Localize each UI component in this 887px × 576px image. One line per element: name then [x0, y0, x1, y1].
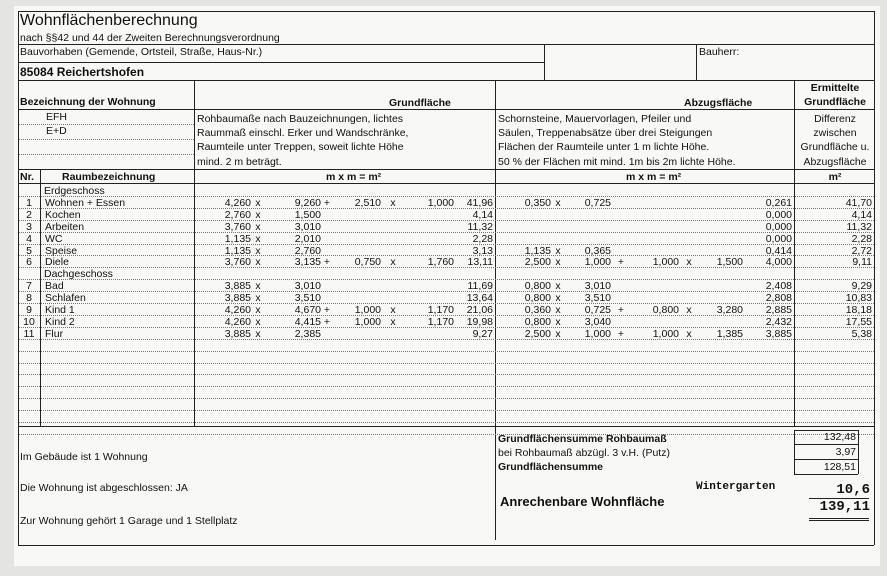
gf-term: x — [255, 244, 261, 257]
gf-term: 3,010 — [294, 280, 321, 293]
gf-term: + — [323, 256, 331, 269]
gf-term: x — [255, 315, 261, 328]
net-area: 5,38 — [851, 327, 872, 340]
gf-term: 4,260 — [224, 196, 251, 209]
gf-term: 3,135 — [294, 256, 321, 269]
ab-term: x — [555, 327, 561, 340]
ab-total: 2,808 — [765, 292, 792, 305]
gf-term: x — [255, 232, 261, 245]
ab-desc-3: Flächen der Raumteile unter 1 m lichte Höhe. — [498, 141, 710, 153]
sum-label-total: Grundflächensumme — [498, 461, 604, 473]
ab-term: 3,040 — [584, 315, 611, 328]
gf-desc-4: mind. 2 m beträgt. — [197, 156, 282, 168]
gf-term: x — [390, 304, 396, 316]
gf-desc-2: Raummaß einschl. Erker und Wandschränke, — [197, 127, 409, 139]
ab-term: x — [555, 244, 561, 257]
ab-total: 0,000 — [765, 220, 792, 233]
ab-term: + — [617, 256, 625, 269]
gf-total: 13,11 — [467, 256, 493, 269]
project-label: Bauvorhaben (Gemende, Ortsteil, Straße, Haus-Nr.) — [20, 46, 263, 58]
ab-total: 0,000 — [765, 232, 792, 245]
gf-term: 3,885 — [224, 327, 251, 340]
ab-term: x — [555, 196, 561, 209]
net-area: 9,11 — [852, 256, 872, 269]
gf-term: 3,760 — [224, 220, 251, 233]
gf-term: x — [255, 220, 261, 233]
net-area: 10,83 — [845, 292, 872, 305]
gf-total: 4,14 — [472, 208, 493, 221]
ab-term: + — [617, 327, 625, 340]
document-title: Wohnflächenberechnung — [20, 12, 198, 29]
ab-term: x — [555, 256, 561, 269]
gf-term: 4,670 — [294, 304, 321, 316]
gf-total: 3,13 — [472, 244, 493, 257]
column-abzugsflaeche: Abzugsfläche — [684, 97, 753, 109]
gf-term: 1,135 — [224, 232, 251, 245]
row-nr: 11 — [23, 327, 35, 340]
wintergarten-label: Wintergarten — [696, 481, 776, 493]
row-nr: 1 — [26, 196, 32, 209]
ab-term: 2,500 — [524, 327, 551, 340]
section-label: Dachgeschoss — [44, 268, 113, 281]
column-nr: Nr. — [20, 171, 35, 183]
net-area: 2,28 — [851, 232, 872, 245]
gf-term: 2,760 — [294, 244, 321, 257]
ab-total: 2,408 — [765, 280, 792, 293]
column-raum: Raumbezeichnung — [62, 171, 156, 183]
gf-term: x — [390, 196, 396, 209]
ab-total: 2,885 — [765, 304, 792, 316]
column-grundflaeche: Grundfläche — [389, 97, 451, 109]
gf-total: 19,98 — [466, 315, 493, 328]
ab-term: 1,000 — [584, 327, 611, 340]
ab-desc-2: Säulen, Treppenabsätze über drei Steigungen — [498, 127, 713, 139]
gf-term: 1,170 — [427, 304, 454, 316]
gf-term: 3,510 — [294, 292, 321, 305]
ab-term: 1,500 — [716, 256, 743, 269]
gf-term: 4,260 — [224, 304, 251, 316]
ab-term: 0,360 — [524, 304, 551, 316]
gf-total: 11,69 — [467, 280, 493, 293]
row-nr: 3 — [26, 220, 32, 233]
gf-total: 41,96 — [466, 196, 493, 209]
ab-term: + — [617, 304, 625, 316]
ab-total: 3,885 — [765, 327, 792, 340]
row-name: Kind 2 — [45, 315, 75, 328]
gf-term: 1,000 — [354, 315, 381, 328]
ab-total: 0,414 — [765, 244, 792, 257]
ab-term: 0,800 — [524, 315, 551, 328]
ab-total: 4,000 — [765, 256, 792, 269]
column-bezeichnung: Bezeichnung der Wohnung — [20, 96, 156, 108]
gf-total: 11,32 — [467, 220, 493, 233]
diff-desc-3: Grundfläche u. — [800, 141, 870, 153]
row-nr: 6 — [26, 256, 32, 269]
ab-term: x — [686, 256, 692, 269]
row-nr: 7 — [26, 280, 32, 293]
gf-term: x — [255, 196, 261, 209]
row-name: Speise — [45, 244, 78, 257]
net-area: 11,32 — [846, 220, 872, 233]
info-garage: Zur Wohnung gehört 1 Garage und 1 Stellplatz — [20, 515, 238, 527]
ab-term: 0,725 — [584, 196, 611, 209]
net-area: 17,55 — [845, 315, 872, 328]
row-nr: 9 — [26, 304, 32, 316]
net-area: 41,70 — [845, 196, 872, 209]
document-subtitle: nach §§42 und 44 der Zweiten Berechnungsverordnung — [20, 32, 280, 44]
gf-term: 9,260 — [294, 196, 321, 209]
gf-desc-3: Raumteile unter Treppen, soweit lichte Höhe — [197, 141, 404, 153]
row-name: Schlafen — [45, 292, 86, 305]
gf-term: x — [255, 280, 261, 293]
gf-term: 3,010 — [294, 220, 321, 233]
gf-term: x — [255, 304, 261, 316]
ab-total: 0,000 — [765, 208, 792, 221]
info-wohnungen: Im Gebäude ist 1 Wohnung — [20, 451, 148, 463]
ab-term: 0,800 — [652, 304, 679, 316]
info-abgeschlossen: Die Wohnung ist abgeschlossen: JA — [20, 482, 188, 494]
ab-term: x — [555, 292, 561, 305]
net-area: 18,18 — [845, 304, 872, 316]
ab-term: 3,510 — [584, 292, 611, 305]
gf-total: 13,64 — [466, 292, 493, 305]
sum-value-rohbau: 132,48 — [823, 431, 856, 443]
final-label: Anrechenbare Wohnfläche — [500, 494, 665, 509]
row-nr: 2 — [26, 208, 32, 221]
gf-total: 21,06 — [466, 304, 493, 316]
ab-term: 1,135 — [524, 244, 551, 257]
row-name: Flur — [45, 327, 64, 340]
ab-term: x — [686, 304, 692, 316]
gf-term: 1,170 — [427, 315, 454, 328]
gf-term: 2,010 — [294, 232, 321, 245]
column-unit: m² — [828, 171, 842, 183]
gf-total: 9,27 — [472, 327, 493, 340]
ab-term: 0,350 — [524, 196, 551, 209]
formula-ab: m x m = m² — [626, 171, 682, 183]
gf-term: x — [255, 292, 261, 305]
ab-term: 1,000 — [584, 256, 611, 269]
row-nr: 8 — [26, 292, 32, 305]
gf-term: 1,000 — [427, 196, 454, 209]
section-label: Erdgeschoss — [44, 185, 105, 197]
ab-desc-1: Schornsteine, Mauervorlagen, Pfeiler und — [498, 113, 692, 125]
gf-term: x — [255, 327, 261, 340]
gf-term: 4,415 — [294, 315, 321, 328]
gf-term: 4,260 — [224, 315, 251, 328]
gf-total: 2,28 — [472, 232, 493, 245]
column-ermittelte: Ermittelte — [810, 82, 860, 94]
ab-term: x — [555, 304, 561, 316]
row-name: Kind 1 — [45, 304, 75, 316]
gf-term: 2,510 — [354, 196, 381, 209]
ab-desc-4: 50 % der Flächen mit mind. 1m bis 2m lichte Höhe. — [498, 156, 736, 168]
gf-term: 1,500 — [294, 208, 321, 221]
row-nr: 10 — [23, 315, 35, 328]
row-name: Wohnen + Essen — [45, 196, 126, 209]
final-value: 139,11 — [819, 499, 870, 515]
ab-term: 0,800 — [524, 280, 551, 293]
column-ermittelte-2: Grundfläche — [804, 96, 866, 108]
diff-desc-1: Differenz — [814, 113, 856, 125]
project-value: 85084 Reichertshofen — [20, 65, 145, 79]
ab-term: 1,000 — [652, 256, 679, 269]
sum-label-putz: bei Rohbaumaß abzügl. 3 v.H. (Putz) — [498, 447, 670, 459]
ab-term: 1,000 — [652, 327, 679, 340]
sum-label-rohbau: Grundflächensumme Rohbaumaß — [498, 433, 667, 445]
diff-desc-4: Abzugsfläche — [803, 156, 867, 168]
ab-term: 0,725 — [584, 304, 611, 316]
ab-term: 0,365 — [584, 244, 611, 257]
diff-desc-2: zwischen — [813, 127, 857, 139]
gf-term: 2,760 — [224, 208, 251, 221]
ab-term: x — [555, 280, 561, 293]
ab-term: 0,800 — [524, 292, 551, 305]
gf-term: 1,760 — [427, 256, 454, 269]
net-area: 9,29 — [851, 280, 872, 293]
gf-desc-1: Rohbaumaße nach Bauzeichnungen, lichtes — [197, 113, 404, 125]
row-name: Kochen — [45, 208, 81, 221]
ab-total: 2,432 — [765, 315, 792, 328]
sum-value-putz: 3,97 — [835, 446, 856, 458]
gf-term: 3,885 — [224, 280, 251, 293]
row-name: Diele — [45, 256, 69, 269]
wohnung-type-2: E+D — [46, 125, 67, 137]
ab-term: x — [686, 327, 692, 340]
gf-term: + — [323, 196, 331, 209]
ab-term: 2,500 — [524, 256, 551, 269]
gf-term: 1,135 — [224, 244, 251, 257]
row-nr: 4 — [26, 232, 32, 245]
ab-total: 0,261 — [765, 196, 792, 209]
gf-term: x — [255, 208, 261, 221]
calculation-sheet — [14, 6, 880, 566]
gf-term: 2,385 — [294, 327, 321, 340]
formula-gf: m x m = m² — [326, 171, 382, 183]
sum-value-total: 128,51 — [823, 461, 856, 473]
gf-term: 1,000 — [354, 304, 381, 316]
gf-term: 3,760 — [224, 256, 251, 269]
gf-term: x — [390, 256, 396, 269]
owner-label: Bauherr: — [699, 46, 740, 58]
gf-term: + — [323, 304, 331, 316]
gf-term: 3,885 — [224, 292, 251, 305]
ab-term: 3,280 — [716, 304, 743, 316]
gf-term: + — [323, 315, 331, 328]
wohnung-type-1: EFH — [46, 111, 67, 123]
row-nr: 5 — [26, 244, 32, 257]
net-area: 2,72 — [851, 244, 872, 257]
gf-term: 0,750 — [354, 256, 381, 269]
gf-term: x — [255, 256, 261, 269]
gf-term: x — [390, 315, 396, 328]
ab-term: x — [555, 315, 561, 328]
ab-term: 3,010 — [584, 280, 611, 293]
row-name: WC — [45, 232, 63, 245]
net-area: 4,14 — [851, 208, 872, 221]
ab-term: 1,385 — [716, 327, 743, 340]
wintergarten-value: 10,6 — [836, 482, 870, 498]
row-name: Arbeiten — [45, 220, 85, 233]
row-name: Bad — [45, 280, 64, 293]
